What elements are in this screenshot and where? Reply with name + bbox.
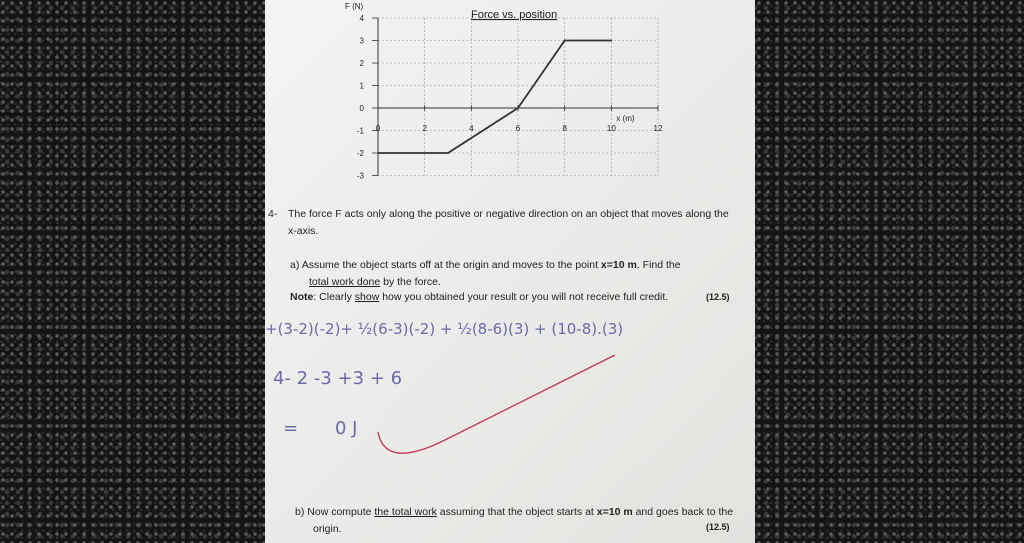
y-tick-label: 4: [359, 14, 364, 23]
check-mark-path: [378, 355, 615, 453]
y-tick-label: 3: [359, 36, 364, 46]
y-tick-label: -1: [356, 126, 364, 136]
part-b-text-mid: assuming that the object starts at: [436, 506, 597, 518]
part-b-emphasis: the total work: [374, 506, 437, 518]
note-text: : Clearly: [313, 291, 355, 303]
problem-statement-line2: x-axis.: [288, 225, 319, 237]
part-b-label: b): [295, 506, 305, 518]
handwritten-equals: =: [283, 418, 299, 439]
x-tick-label: 6: [515, 124, 521, 133]
part-a-points: (12.5): [706, 292, 730, 302]
y-tick-label: -2: [356, 149, 364, 158]
part-b-line1: [295, 505, 750, 521]
x-tick-label: 8: [562, 124, 567, 133]
part-b-text-end: and goes back to the: [632, 506, 734, 518]
handwritten-work-line1: +(3-2)(-2)+ ½(6-3)(-2) + ½(8-6)(3) + (10-8).(3): [265, 320, 624, 338]
part-a-line2-end: by the force.: [380, 276, 441, 288]
y-tick-label: 0: [359, 104, 364, 113]
part-b-line2: origin.: [313, 523, 342, 535]
y-tick-label: 1: [359, 81, 364, 91]
note-text-end: how you obtained your result or you will not receive full credit.: [379, 291, 669, 303]
check-mark-stroke: [265, 0, 755, 543]
part-a-label: a): [290, 259, 300, 271]
handwritten-answer: 0 J: [335, 418, 358, 439]
x-axis-label: x (m): [616, 114, 635, 123]
part-b-text: Now compute: [307, 506, 375, 518]
y-tick-label: -3: [356, 171, 364, 181]
part-a-emphasis: total work done: [309, 276, 381, 288]
x-tick-label: 12: [653, 124, 663, 133]
chart-title: Force vs. position: [471, 9, 558, 21]
x-tick-label: 4: [469, 124, 474, 133]
note-emphasis: show: [354, 291, 380, 303]
handwritten-work-line2: 4- 2 -3 +3 + 6: [273, 368, 403, 389]
part-a-target: x=10 m: [600, 259, 637, 271]
part-a-text: Assume the object starts off at the origin and moves to the point: [301, 259, 601, 271]
x-tick-label: 10: [606, 124, 616, 133]
problem-number: 4-: [268, 208, 278, 220]
x-tick-label: 2: [422, 124, 427, 133]
y-tick-label: 2: [359, 59, 364, 68]
y-axis-label: F (N): [345, 2, 364, 11]
note-label: Note: [290, 291, 314, 303]
problem-statement-line1: The force F acts only along the positive or negative direction on an object that moves along the: [288, 208, 729, 220]
part-b-points: (12.5): [706, 522, 730, 532]
worksheet-page: [265, 0, 755, 543]
part-a-text-end: . Find the: [636, 259, 681, 271]
part-b-start: x=10 m: [596, 506, 633, 518]
x-tick-label: 0: [375, 124, 381, 133]
